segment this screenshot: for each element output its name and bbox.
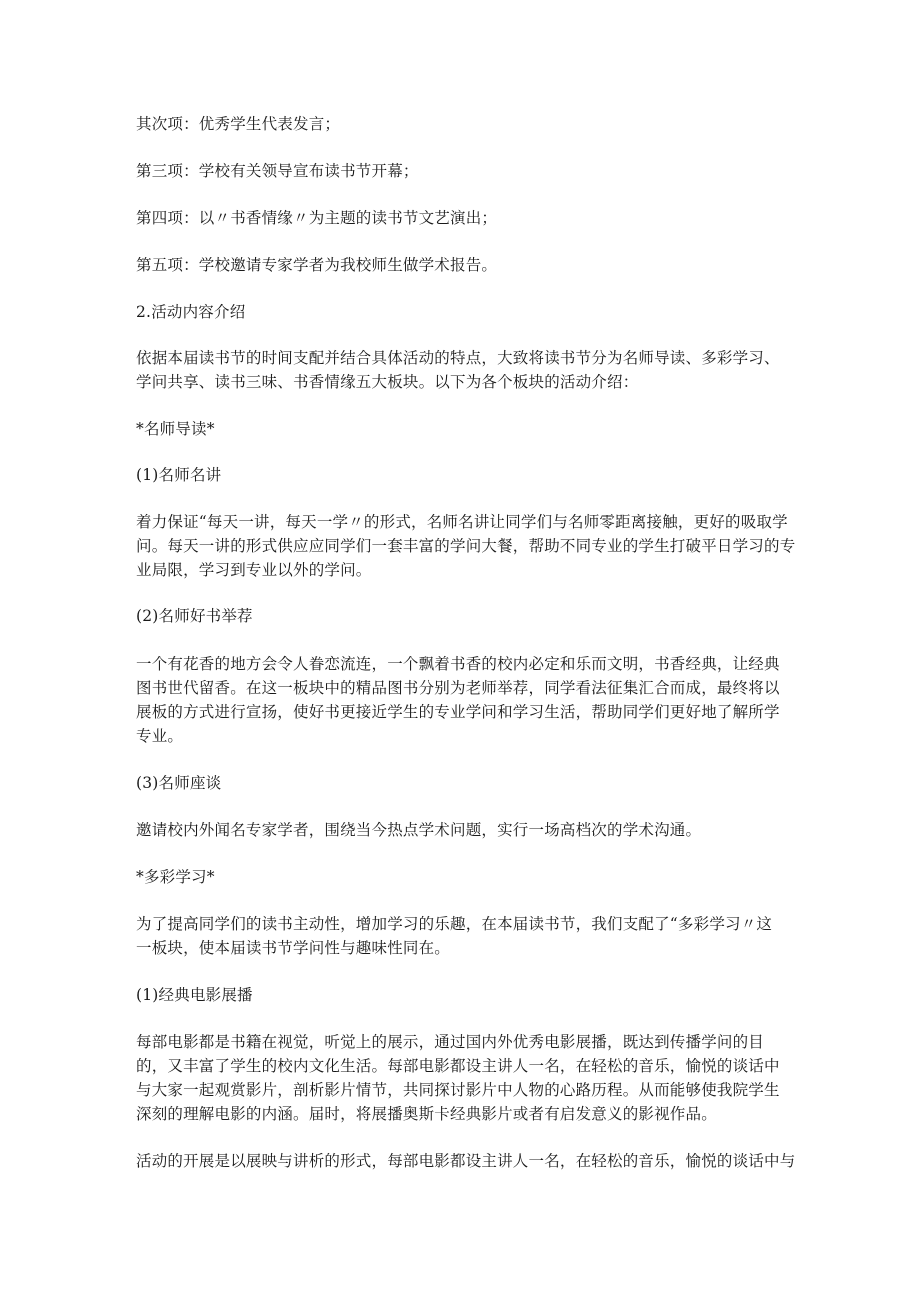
paragraph	[136, 818, 786, 842]
text-line: 一板块，使本届读书节学问性与趣味性同在。	[136, 939, 451, 957]
text-line: 问。每天一讲的形式供应应同学们一套丰富的学问大餐，帮助不同专业的学生打破平日学习的专	[136, 537, 796, 555]
text-line: (1)经典电影展播	[136, 986, 253, 1004]
text-line: 深刻的理解电影的内涵。届时，将展播奥斯卡经典影片或者有启发意义的影视作品。	[136, 1105, 717, 1123]
paragraph	[136, 253, 786, 277]
paragraph	[136, 206, 786, 230]
text-line: 业局限，学习到专业以外的学问。	[136, 561, 372, 579]
text-line: 活动的开展是以展映与讲析的形式，每部电影都设主讲人一名，在轻松的音乐，愉悦的谈话中与	[136, 1152, 796, 1170]
text-line: 第五项：学校邀请专家学者为我校师生做学术报告。	[136, 256, 498, 274]
subsection-title	[136, 417, 786, 441]
text-line: 专业。	[136, 727, 184, 745]
text-line: (3)名师座谈	[136, 774, 222, 792]
text-line: (1)名师名讲	[136, 466, 222, 484]
text-line: *名师导读*	[136, 420, 215, 438]
text-line: 依据本届读书节的时间支配并结合具体活动的特点，大致将读书节分为名师导读、多彩学习、	[136, 349, 780, 367]
text-line: 的，又丰富了学生的校内文化生活。每部电影都设主讲人一名，在轻松的音乐，愉悦的谈话中	[136, 1057, 780, 1075]
text-line: 与大家一起观赏影片，剖析影片情节，共同探讨影片中人物的心路历程。从而能够使我院学生	[136, 1081, 780, 1099]
text-line: 展板的方式进行宣扬，使好书更接近学生的专业学问和学习生活，帮助同学们更好地了解所学	[136, 703, 780, 721]
text-line: 第三项：学校有关领导宣布读书节开幕；	[136, 162, 419, 180]
paragraph	[136, 346, 786, 394]
item-heading	[136, 463, 786, 487]
text-line: *多彩学习*	[136, 868, 215, 886]
text-line: 2.活动内容介绍	[136, 303, 246, 321]
text-line: 为了提高同学们的读书主动性，增加学习的乐趣，在本届读书节，我们支配了“多彩学习〃这	[136, 915, 773, 933]
paragraph	[136, 510, 796, 582]
paragraph	[136, 912, 786, 960]
item-heading	[136, 604, 786, 628]
subsection-title	[136, 865, 786, 889]
section-heading	[136, 300, 786, 324]
paragraph	[136, 1149, 796, 1173]
text-line: 每部电影都是书籍在视觉，听觉上的展示，通过国内外优秀电影展播，既达到传播学问的目	[136, 1033, 765, 1051]
text-line: 图书世代留香。在这一板块中的精品图书分别为老师举荐，同学看法征集汇合而成，最终将以	[136, 679, 780, 697]
text-line: 学问共享、读书三味、书香情缘五大板块。以下为各个板块的活动介绍：	[136, 373, 639, 391]
paragraph	[136, 1030, 786, 1126]
text-line: 一个有花香的地方会令人眷恋流连，一个飘着书香的校内必定和乐而文明，书香经典，让经典	[136, 655, 780, 673]
text-line: 第四项：以〃书香情缘〃为主题的读书节文艺演出；	[136, 209, 498, 227]
item-heading	[136, 771, 786, 795]
paragraph	[136, 159, 786, 183]
paragraph	[136, 652, 786, 748]
item-heading	[136, 983, 786, 1007]
text-line: (2)名师好书举荐	[136, 607, 253, 625]
text-line: 其次项：优秀学生代表发言；	[136, 115, 341, 133]
paragraph	[136, 112, 786, 136]
text-line: 邀请校内外闻名专家学者，围绕当今热点学术问题，实行一场高档次的学术沟通。	[136, 821, 702, 839]
text-line: 着力保证“每天一讲，每天一学〃的形式，名师名讲让同学们与名师零距离接触，更好的吸取学	[136, 513, 788, 531]
